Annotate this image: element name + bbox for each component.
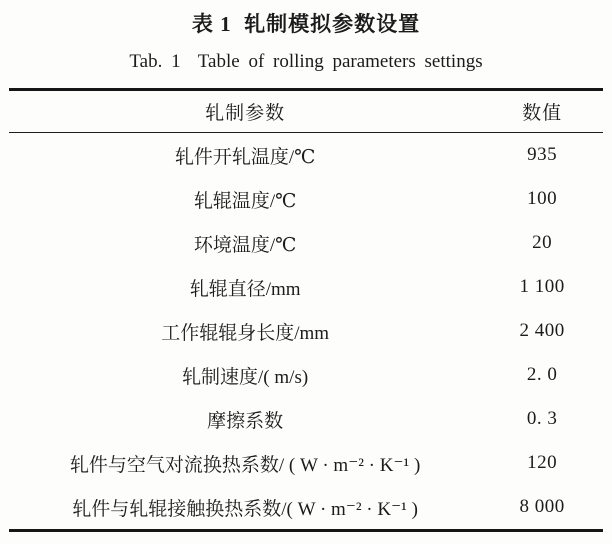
parameter-cell: 轧件与轧辊接触换热系数/( W · m⁻² · K⁻¹ ) xyxy=(72,498,418,520)
value-cell: 935 xyxy=(527,144,558,165)
parameter-cell: 轧辊温度/℃ xyxy=(193,190,297,212)
table-row xyxy=(9,353,603,397)
value-cell: 120 xyxy=(527,452,558,473)
table-caption-en: Tab. 1 Table of rolling parameters settings xyxy=(129,51,483,72)
column-header-parameter: 轧制参数 xyxy=(9,90,481,133)
parameter-cell: 工作辊辊身长度/mm xyxy=(161,322,330,344)
value-cell: 2. 0 xyxy=(526,364,558,385)
parameter-cell: 环境温度/℃ xyxy=(193,234,297,256)
value-cell: 2 400 xyxy=(519,320,565,341)
table-row xyxy=(9,177,603,221)
table-header-row xyxy=(9,90,603,133)
column-header-value: 数值 xyxy=(481,90,603,133)
table-row xyxy=(9,309,603,353)
table-row xyxy=(9,441,603,485)
parameter-cell: 轧件开轧温度/℃ xyxy=(174,146,316,168)
parameters-table xyxy=(9,88,603,532)
table-row xyxy=(9,397,603,441)
table-row xyxy=(9,133,603,178)
value-cell: 1 100 xyxy=(519,276,565,297)
table-row xyxy=(9,221,603,265)
parameter-cell: 摩擦系数 xyxy=(207,410,284,432)
value-cell: 100 xyxy=(527,188,558,209)
table-row xyxy=(9,265,603,309)
value-cell: 8 000 xyxy=(519,496,565,517)
value-cell: 0. 3 xyxy=(526,408,558,429)
parameter-cell: 轧制速度/( m/s) xyxy=(182,366,309,388)
value-cell: 20 xyxy=(532,232,553,253)
table-row xyxy=(9,485,603,531)
parameter-cell: 轧件与空气对流换热系数/ ( W · m⁻² · K⁻¹ ) xyxy=(69,454,421,476)
table-caption-zh: 表 1 轧制模拟参数设置 xyxy=(191,12,421,36)
parameter-cell: 轧辊直径/mm xyxy=(189,278,301,300)
